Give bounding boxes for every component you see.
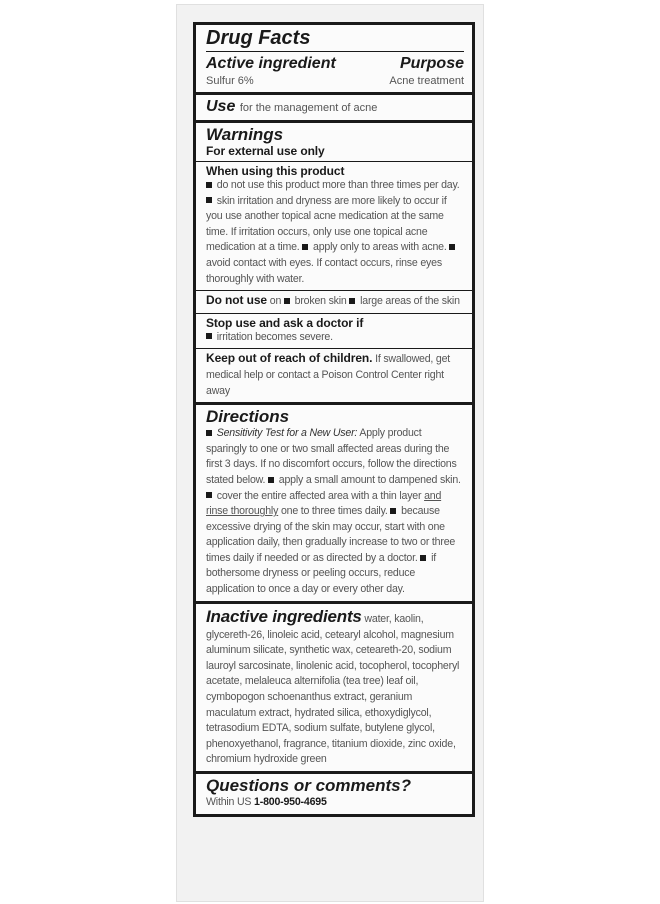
active-ingredient-section <box>196 25 472 95</box>
bullet-icon <box>206 492 212 498</box>
questions-heading: Questions or comments? <box>206 776 411 795</box>
do-not-use-text: Do not use on broken skin large areas of the skin <box>206 293 460 308</box>
do-not-use-heading: Do not use <box>206 293 267 308</box>
active-header-row <box>206 54 464 74</box>
active-ingredient-value: Sulfur 6% <box>206 75 254 87</box>
keep-out-text: Keep out of reach of children. If swallowed, get medical help or contact a Poison Control Center right away <box>206 351 451 397</box>
active-value-row <box>206 74 464 89</box>
directions-section <box>196 405 472 604</box>
warnings-section <box>196 123 472 405</box>
inactive-heading: Inactive ingredients <box>206 606 362 626</box>
use-text: for the management of acne <box>239 102 378 114</box>
inactive-section <box>196 604 472 774</box>
use-section <box>196 95 472 123</box>
bullet-icon <box>268 477 274 483</box>
bullet-icon <box>206 430 212 436</box>
directions-text: Sensitivity Test for a New User: Apply product sparingly to one or two small affected areas during the first 3 days. If no discomfort occurs, follow the directions stated below. apply a small amount to dampened skin. cover the entire affected area with a thin layer and rinse thoroughly one to three times daily. because excessive drying of the skin may occur, start with one application daily, then gradually increase to two or three times daily if needed or as directed by a doctor. if bothersome dryness or peeling occurs, reduce application to once a day or every other day. <box>206 427 461 596</box>
bullet-icon <box>206 197 212 203</box>
stop-use-heading: Stop use and ask a doctor if <box>206 315 364 330</box>
bullet-icon <box>390 508 396 514</box>
warnings-heading: Warnings <box>206 125 284 144</box>
purpose-heading: Purpose <box>399 55 464 72</box>
drug-facts-panel <box>193 22 475 817</box>
active-ingredient-heading: Active ingredient <box>206 55 336 72</box>
external-use-text: For external use only <box>206 144 325 158</box>
keep-out-heading: Keep out of reach of children. <box>206 351 373 366</box>
bullet-icon <box>349 298 355 304</box>
purpose-value: Acne treatment <box>389 75 464 87</box>
bullet-icon <box>302 244 308 250</box>
use-heading: Use <box>206 98 236 115</box>
bullet-icon <box>449 244 455 250</box>
bullet-icon <box>420 555 426 561</box>
when-using-text: do not use this product more than three times per day. skin irritation and dryness are more likely to occur if you use another topical acne medication at the same time. If irritation occurs, only use one topical acne medication at a time. apply only to areas with acne. avoid contact with eyes. If contact occurs, rinse eyes thoroughly with water. <box>206 179 460 285</box>
bullet-icon <box>206 333 212 339</box>
questions-text: Within US 1-800-950-4695 <box>206 796 327 808</box>
bullet-icon <box>284 298 290 304</box>
bullet-icon <box>206 182 212 188</box>
phone-number: 1-800-950-4695 <box>254 796 327 808</box>
inactive-text: Inactive ingredients water, kaolin, glycereth-26, linoleic acid, cetearyl alcohol, magnesium aluminum silicate, synthetic wax, ceteareth-20, sodium lauroyl sarcosinate, linolenic acid, tocopherol, tocopheryl acetate, melaleuca alternifolia (tea tree) leaf oil, cymbopogon schoenanthus extract, geranium maculatum extract, hydrated silica, ethoxydiglycol, tetrasodium EDTA, sodium sulfate, butylene glycol, phenoxyethanol, fragrance, titanium dioxide, zinc oxide, chromium hydroxide green <box>206 606 460 766</box>
questions-section <box>196 774 472 814</box>
stop-use-text: irritation becomes severe. <box>206 330 464 346</box>
when-using-heading: When using this product <box>206 164 345 178</box>
directions-heading: Directions <box>206 407 290 427</box>
drug-facts-title: Drug Facts <box>206 27 464 52</box>
